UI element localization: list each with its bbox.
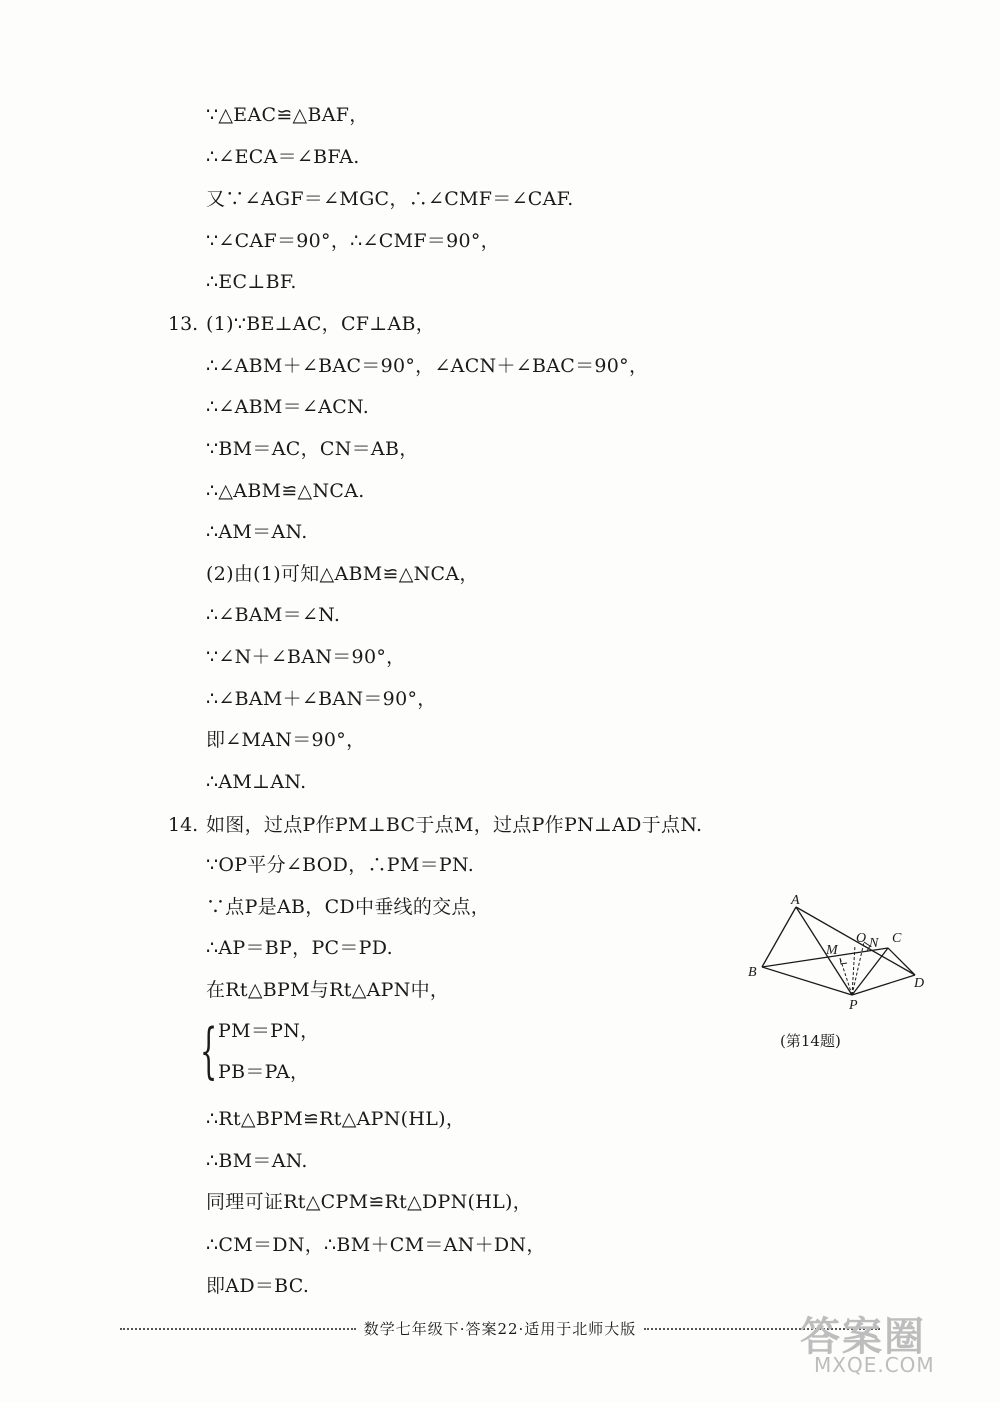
text-line: ∴AP＝BP，PC＝PD. (206, 937, 393, 959)
segment-BP (762, 967, 852, 995)
geometry-figure (740, 890, 940, 1015)
text-line: ∴CM＝DN，∴BM＋CM＝AN＋DN， (206, 1234, 546, 1256)
text-line: ∴∠ABM＝∠ACN. (206, 396, 370, 418)
watermark-line2: MXQE.COM (814, 1353, 935, 1377)
text-line: ∴△ABM≌△NCA. (206, 480, 365, 502)
label-P: P (849, 998, 858, 1013)
text-line: 如图，过点P作PM⊥BC于点M，过点P作PN⊥AD于点N. (206, 814, 703, 836)
watermark-line1: 答案圈 (800, 1314, 926, 1360)
segment-AP (796, 907, 852, 995)
label-M: M (826, 943, 838, 958)
footer-text: 数学七年级下·答案22·适用于北师大版 (363, 1320, 637, 1338)
label-N: N (869, 936, 879, 951)
text-line: ∵点P是AB，CD中垂线的交点， (206, 896, 491, 918)
text-line: PB＝PA， (218, 1061, 310, 1083)
text-line: ∴∠ABM＋∠BAC＝90°，∠ACN＋∠BAC＝90°， (206, 355, 649, 377)
text-line: 在Rt△BPM与Rt△APN中， (206, 979, 450, 1001)
figure-caption: (第14题) (780, 1032, 841, 1050)
problem-number-13: 13. (168, 313, 199, 335)
label-B: B (748, 965, 757, 980)
segment-PD (852, 975, 915, 995)
label-A: A (791, 893, 800, 908)
text-line: PM＝PN， (218, 1020, 320, 1042)
text-line: ∵BM＝AC，CN＝AB， (206, 438, 419, 460)
text-line: ∴AM＝AN. (206, 521, 308, 543)
watermark (800, 1305, 980, 1385)
text-line: ∴EC⊥BF. (206, 271, 297, 293)
text-line: ∴∠BAM＝∠N. (206, 604, 341, 626)
text-line: 又∵∠AGF＝∠MGC，∴∠CMF＝∠CAF. (206, 188, 574, 210)
text-line: ∴∠BAM＋∠BAN＝90°， (206, 688, 437, 710)
text-line: ∵OP平分∠BOD，∴PM＝PN. (206, 854, 475, 876)
segment-AB (762, 907, 796, 967)
text-line: 同理可证Rt△CPM≌Rt△DPN(HL)， (206, 1191, 533, 1213)
label-O: O (856, 931, 867, 946)
segment-CP (852, 948, 888, 995)
text-line: (1)∵BE⊥AC，CF⊥AB， (206, 313, 436, 335)
text-line: ∵△EAC≌△BAF， (206, 104, 369, 126)
text-line: 即∠MAN＝90°， (206, 729, 366, 751)
text-line: ∴Rt△BPM≌Rt△APN(HL)， (206, 1108, 466, 1130)
text-line: ∴∠ECA＝∠BFA. (206, 146, 360, 168)
footer-dots-left (120, 1328, 356, 1330)
text-line: (2)由(1)可知△ABM≌△NCA， (206, 563, 479, 585)
text-line: ∴AM⊥AN. (206, 771, 307, 793)
text-line: 即AD＝BC. (206, 1275, 310, 1297)
problem-number-14: 14. (168, 814, 199, 836)
label-D: D (914, 976, 925, 991)
text-line: ∵∠N＋∠BAN＝90°， (206, 646, 406, 668)
system-brace: { (200, 1016, 218, 1086)
text-line: ∴BM＝AN. (206, 1150, 308, 1172)
label-C: C (892, 931, 902, 946)
text-line: ∵∠CAF＝90°，∴∠CMF＝90°， (206, 230, 500, 252)
page-footer (120, 1318, 880, 1339)
